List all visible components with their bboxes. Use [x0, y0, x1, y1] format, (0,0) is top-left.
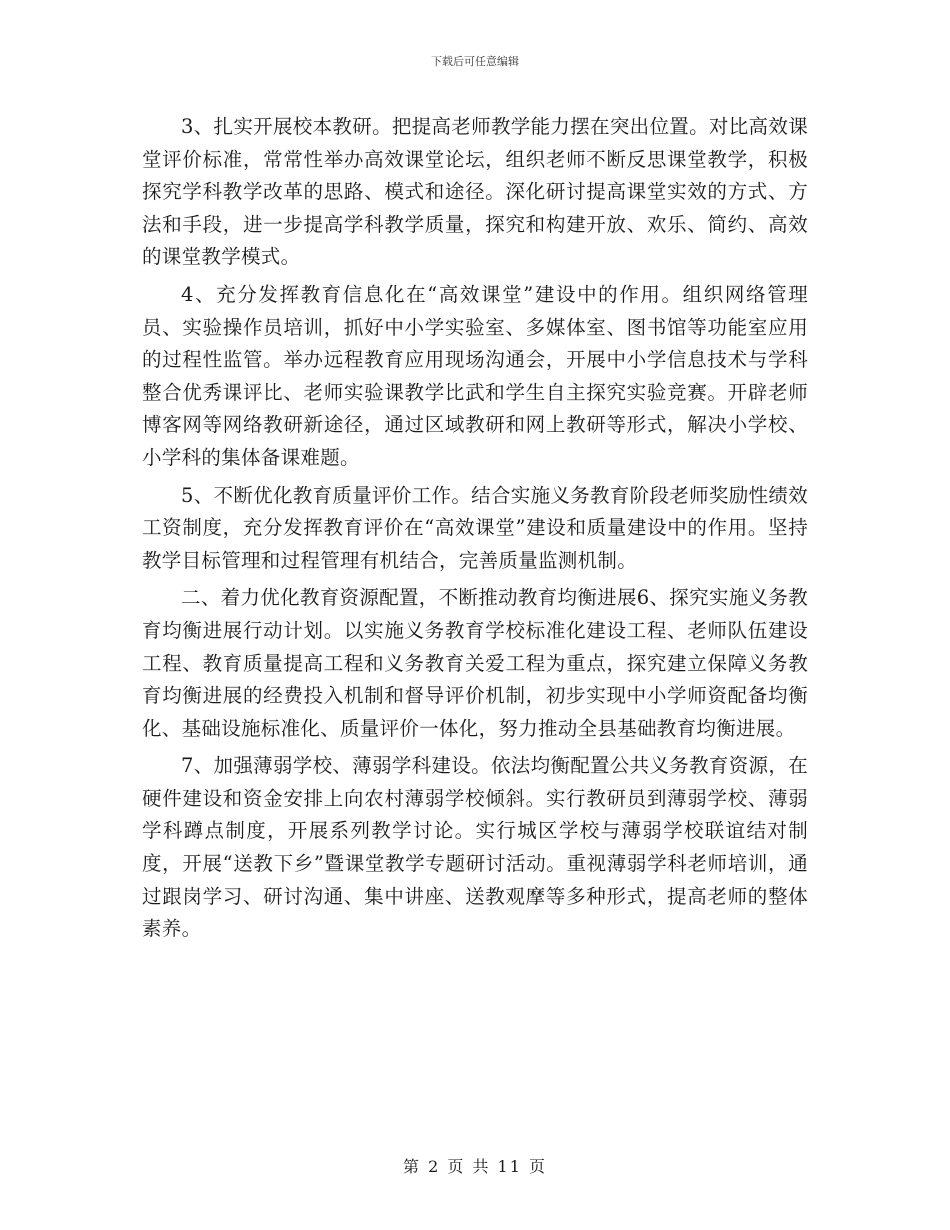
paragraph-item-3: 3、扎实开展校本教研。把提高老师教学能力摆在突出位置。对比高效课堂评价标准，常常性举办高效课堂论坛，组织老师不断反思课堂教学，积极探究学科教学改革的思路、模式和途径。深化研讨提高课堂实效的方式、方法和手段，进一步提高学科教学质量，探究和构建开放、欢乐、简约、高效的课堂教学模式。: [142, 115, 808, 269]
page-header: 下载后可任意编辑: [431, 55, 519, 68]
paragraph-item-5: 5、不断优化教育质量评价工作。结合实施义务教育阶段老师奖励性绩效工资制度，充分发挥教育评价在“高效课堂”建设和质量建设中的作用。坚持教学目标管理和过程管理有机结合，完善质量监测机制。: [142, 483, 808, 572]
paragraph-item-7: 7、加强薄弱学校、薄弱学科建设。依法均衡配置公共义务教育资源，在硬件建设和资金安排上向农村薄弱学校倾斜。实行教研员到薄弱学校、薄弱学科蹲点制度，开展系列教学讨论。实行城区学校与薄弱学校联谊结对制度，开展“送教下乡”暨课堂教学专题研讨活动。重视薄弱学科老师培训，通过跟岗学习、研讨沟通、集中讲座、送教观摩等多种形式，提高老师的整体素养。: [142, 754, 808, 941]
paragraph-section-2: 二、着力优化教育资源配置，不断推动教育均衡进展6、探究实施义务教育均衡进展行动计划。以实施义务教育学校标准化建设工程、老师队伍建设工程、教育质量提高工程和义务教育关爱工程为重点，探究建立保障义务教育均衡进展的经费投入机制和督导评价机制，初步实现中小学师资配备均衡化、基础设施标准化、质量评价一体化，努力推动全县基础教育均衡进展。: [142, 586, 808, 740]
paragraph-item-4: 4、充分发挥教育信息化在“高效课堂”建设中的作用。组织网络管理员、实验操作员培训，抓好中小学实验室、多媒体室、图书馆等功能室应用的过程性监管。举办远程教育应用现场沟通会，开展中小学信息技术与学科整合优秀课评比、老师实验课教学比武和学生自主探究实验竞赛。开辟老师博客网等网络教研新途径，通过区域教研和网上教研等形式，解决小学校、小学科的集体备课难题。: [142, 282, 808, 469]
page-number-footer: 第 2 页 共 11 页: [403, 1157, 547, 1176]
document-body: [142, 111, 808, 946]
